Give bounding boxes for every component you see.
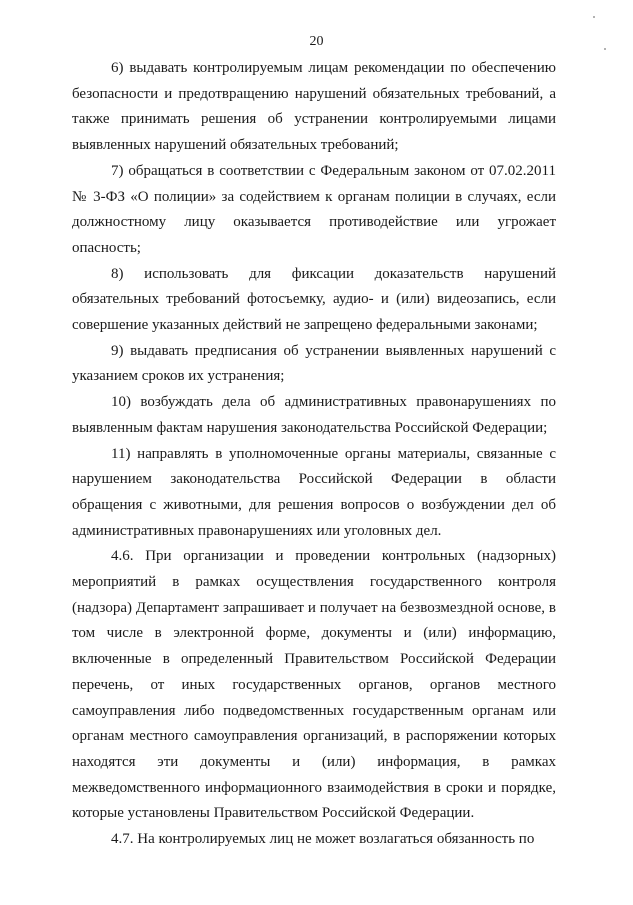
scan-speck <box>604 48 606 50</box>
paragraph-section-4-7: 4.7. На контролируемых лиц не может возлагаться обязанность по <box>111 831 535 848</box>
paragraph-item-11: 11) направлять в уполномоченные органы материалы, связанные с нарушением законодательства Российской Федерации в области обращения с животными, для решения вопросов о возбуждении дел об административных правонарушениях или уголовных дел. <box>72 445 556 539</box>
paragraph-item-9: 9) выдавать предписания об устранении выявленных нарушений с указанием сроков их устранения; <box>72 342 556 385</box>
paragraph-item-8: 8) использовать для фиксации доказательств нарушений обязательных требований фотосъемку, аудио- и (или) видеозапись, если совершение указанных действий не запрещено федеральными законами; <box>72 265 556 334</box>
body-text <box>72 56 556 853</box>
paragraph-item-7: 7) обращаться в соответствии с Федеральным законом от 07.02.2011 № 3-ФЗ «О полиции» за содействием к органам полиции в случаях, если должностному лицу оказывается противодействие или угрожает опасность; <box>72 162 556 256</box>
page-number: 20 <box>309 34 324 49</box>
scan-speck <box>593 16 595 18</box>
paragraph-section-4-6: 4.6. При организации и проведении контрольных (надзорных) мероприятий в рамках осуществления государственного контроля (надзора) Департамент запрашивает и получает на безвозмездной основе, в том числе в электронной форме, документы и (или) информацию, включенные в определенный Правительством Российской Федерации перечень, от иных государственных органов, органов местного самоуправления либо подведомственных государственным органам или органам местного самоуправления организаций, в распоряжении которых находятся эти документы и (или) информация, в рамках межведомственного информационного взаимодействия в сроки и порядке, которые установлены Правительством Российской Федерации. <box>72 548 556 822</box>
paragraph-item-6: 6) выдавать контролируемым лицам рекомендации по обеспечению безопасности и предотвращению нарушений обязательных требований, а также принимать решения об устранении контролируемыми лицами выявленных нарушений обязательных требований; <box>72 60 556 154</box>
paragraph-item-10: 10) возбуждать дела об административных правонарушениях по выявленным фактам нарушения законодательства Российской Федерации; <box>72 394 556 436</box>
